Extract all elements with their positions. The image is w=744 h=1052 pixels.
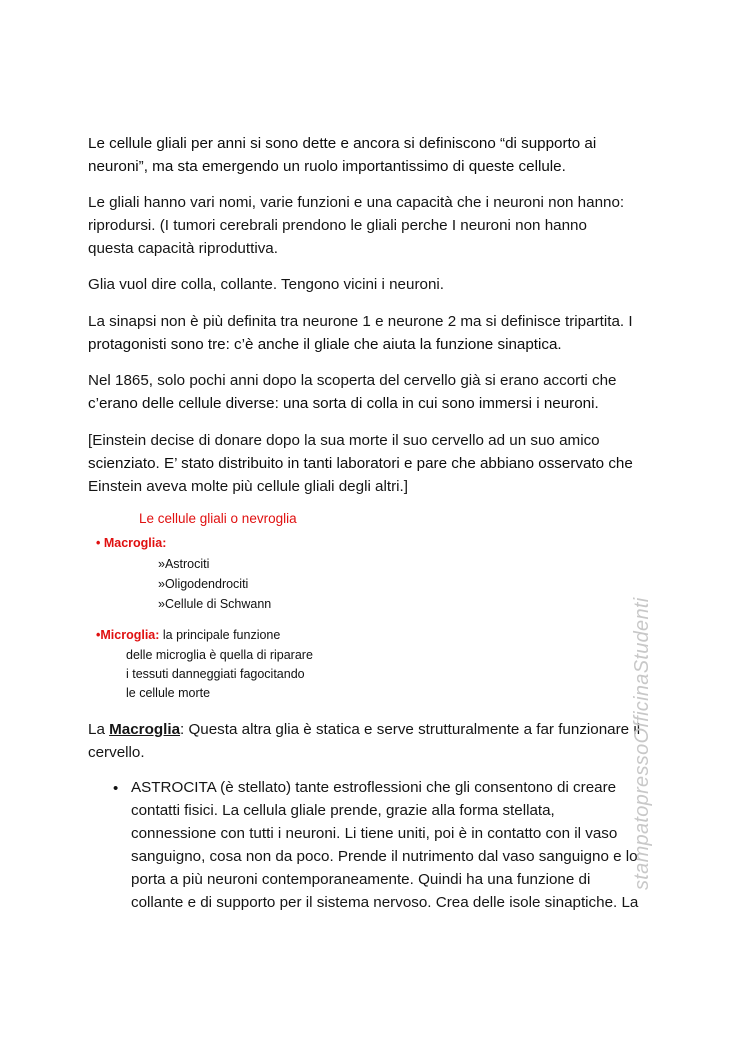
paragraph-glia-meaning — [88, 273, 658, 296]
paragraph-functions — [88, 191, 658, 260]
text-line: scienziato. E’ stato distribuito in tanti laboratori e pare che abbiano osservato che — [88, 455, 633, 472]
text-line: neuroni”, ma sta emergendo un ruolo importantissimo di queste cellule. — [88, 158, 566, 175]
text-line: collante e di supporto per il sistema nervoso. Crea delle isole sinaptiche. La — [131, 894, 639, 911]
text-line: Le cellule gliali per anni si sono dette e ancora si definiscono “di supporto ai — [88, 135, 597, 152]
slide-list-item: »Astrociti — [158, 557, 210, 571]
text-line: Le gliali hanno vari nomi, varie funzioni e una capacità che i neuroni non hanno: — [88, 194, 625, 211]
slide-microglia-line — [96, 628, 280, 642]
text-line: porta a più neuroni contemporaneamente. Quindi ha una funzione di — [131, 871, 591, 888]
text-line: Glia vuol dire colla, collante. Tengono vicini i neuroni. — [88, 276, 444, 293]
text-line: sanguigno, cosa non da poco. Prende il nutrimento dal vaso sanguigno e lo — [131, 848, 638, 865]
slide-microglia-cont: le cellule morte — [126, 686, 211, 700]
text-line: Einstein aveva molte più cellule gliali degli altri.] — [88, 478, 408, 495]
text-line: riprodursi. (I tumori cerebrali prendono le gliali perche I neuroni non hanno — [88, 217, 587, 234]
macroglia-label: Macroglia — [109, 721, 181, 738]
slide-list-item: »Cellule di Schwann — [158, 597, 272, 611]
text-line: connessione con tutti i neuroni. Li tiene uniti, poi è in contatto con il vaso — [131, 825, 618, 842]
slide-microglia-cont: i tessuti danneggiati fagocitando — [126, 667, 305, 681]
slide-list-item: »Oligodendrociti — [158, 577, 249, 591]
text-line: c’erano delle cellule diverse: una sorta di colla in cui sono immersi i neuroni. — [88, 395, 599, 412]
paragraph-intro — [88, 132, 658, 178]
bullet-item-astrocita — [131, 776, 651, 914]
macroglia-text: : Questa altra glia è statica e serve strutturalmente a far funzionare il — [180, 721, 641, 738]
paragraph-einstein — [88, 429, 658, 498]
slide-macroglia-label: • Macroglia: — [96, 536, 167, 550]
watermark: stampatopressoOfficinaStudenti — [631, 597, 653, 890]
slide-microglia-label: •Microglia: — [96, 628, 160, 642]
text-line: contatti fisici. La cellula gliale prende, grazie alla forma stellata, — [131, 802, 555, 819]
paragraph-synapse — [88, 310, 658, 356]
slide-microglia-cont: delle microglia è quella di riparare — [126, 648, 313, 662]
text-line: ASTROCITA (è stellato) tante estroflessioni che gli consentono di creare — [131, 779, 617, 796]
glial-cells-slide — [88, 505, 358, 700]
bullet-icon: • — [113, 780, 119, 797]
text-line: cervello. — [88, 744, 145, 761]
text-line — [88, 718, 658, 741]
text-line: La sinapsi non è più definita tra neurone 1 e neurone 2 ma si definisce tripartita. I — [88, 313, 633, 330]
slide-microglia-text: la principale funzione — [159, 628, 281, 642]
paragraph-history — [88, 369, 658, 415]
text-line: Nel 1865, solo pochi anni dopo la scoperta del cervello già si erano accorti che — [88, 372, 617, 389]
text-line: protagonisti sono tre: c’è anche il gliale che aiuta la funzione sinaptica. — [88, 336, 562, 353]
macroglia-prefix: La — [88, 721, 110, 738]
text-line: [Einstein decise di donare dopo la sua morte il suo cervello ad un suo amico — [88, 432, 600, 449]
paragraph-macroglia — [88, 718, 658, 764]
slide-title: Le cellule gliali o nevroglia — [139, 511, 297, 526]
text-line: questa capacità riproduttiva. — [88, 240, 278, 257]
